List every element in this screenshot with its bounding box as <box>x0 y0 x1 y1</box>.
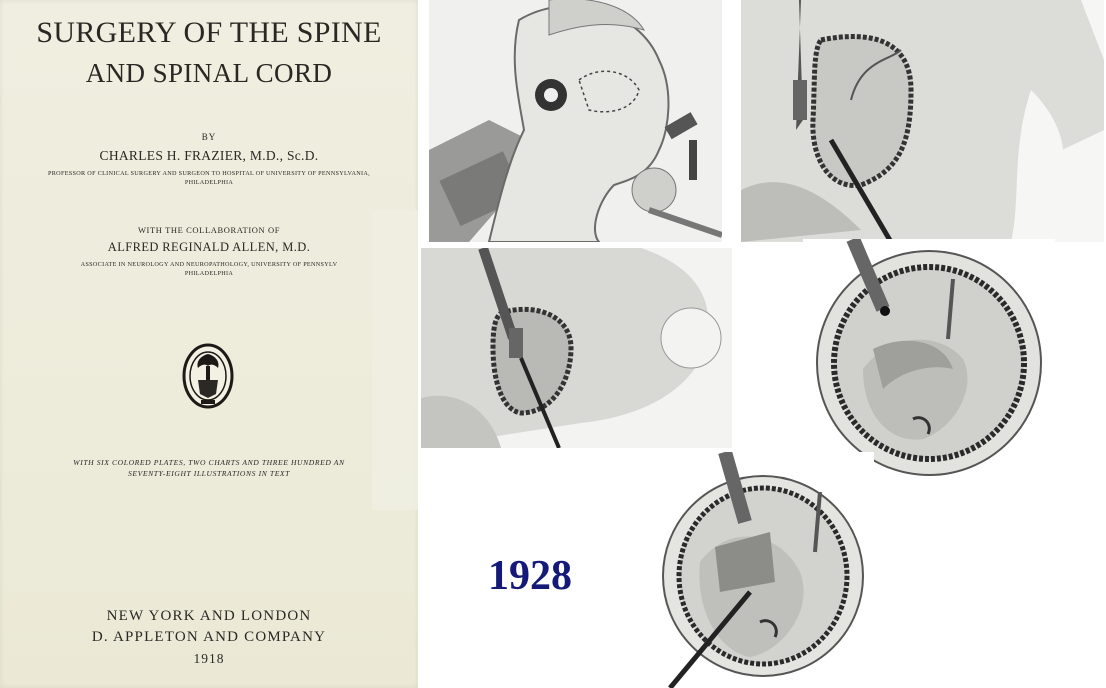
collaborator-affiliation: ASSOCIATE IN NEUROLOGY AND NEUROPATHOLOGY, UNIVERSITY OF PENNSYLV <box>80 261 338 268</box>
figure-retractor-view <box>421 248 732 448</box>
collaborator-affiliation-city: PHILADELPHIA <box>184 270 234 277</box>
by-label: BY <box>201 132 217 142</box>
author-affiliation: PROFESSOR OF CLINICAL SURGERY AND SURGEON TO HOSPITAL OF UNIVERSITY OF PENNSYLVANIA, <box>48 170 370 177</box>
collaboration-label: WITH THE COLLABORATION OF <box>137 225 281 235</box>
publisher-name: D. APPLETON AND COMPANY <box>91 629 327 645</box>
plates-note-line-2: SEVENTY-EIGHT ILLUSTRATIONS IN TEXT <box>128 469 290 478</box>
figure-operative-field-lower <box>650 452 874 688</box>
book-title-page <box>0 0 418 688</box>
author-name: CHARLES H. FRAZIER, M.D., Sc.D. <box>99 148 319 163</box>
figure-operative-field-upper <box>803 239 1055 479</box>
collaborator-name: ALFRED REGINALD ALLEN, M.D. <box>107 240 311 254</box>
figure-patient-positioning <box>429 0 722 242</box>
publisher-cities: NEW YORK AND LONDON <box>106 608 312 624</box>
year-label: 1928 <box>488 553 572 599</box>
faded-paper-edge <box>372 210 418 510</box>
plates-note-line-1: WITH SIX COLORED PLATES, TWO CHARTS AND THREE HUNDRED AN <box>73 458 345 467</box>
author-affiliation-city: PHILADELPHIA <box>184 179 234 186</box>
figure-skull-bone-flap <box>741 0 1104 242</box>
publisher-seal-icon <box>180 340 236 410</box>
book-title-line-2: AND SPINAL CORD <box>85 58 333 88</box>
book-title-line-1: SURGERY OF THE SPINE <box>36 16 382 49</box>
publication-year: 1918 <box>193 651 225 666</box>
